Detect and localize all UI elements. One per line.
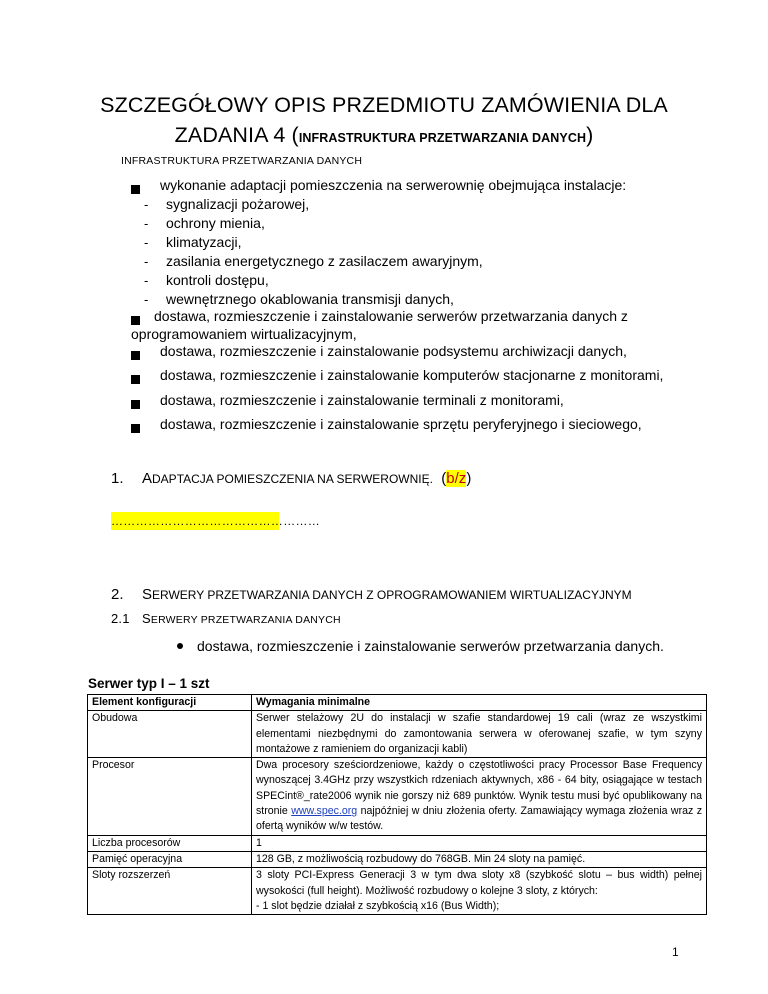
sub-list-item: kontroli dostępu, [166, 272, 269, 288]
list-item: dostawa, rozmieszczenie i zainstalowanie terminali z monitorami, [160, 392, 564, 408]
subheading: INFRASTRUKTURA PRZETWARZANIA DANYCH [121, 155, 363, 167]
table-row [88, 851, 707, 867]
section-number: 1. [111, 470, 124, 487]
placeholder-dots: …………………………………………… [111, 514, 321, 528]
row-value: 3 sloty PCI-Express Generacji 3 w tym dwa sloty x8 (szybkość slotu – bus width) pełnej wysokości (full height). Możliwość rozbudowy o kolejne 3 sloty, z których: - 1 slot będzie działał z szybkością x16 (Bus Width); [252, 868, 707, 915]
row-value: 128 GB, z możliwością rozbudowy do 768GB. Min 24 sloty na pamięć. [252, 851, 707, 867]
title-line-2: ZADANIA 4 (INFRASTRUKTURA PRZETWARZANIA DANYCH) [174, 123, 594, 147]
row-value: Serwer stelażowy 2U do instalacji w szafie standardowej 19 cali (wraz ze wszystkimi elementami niezbędnymi do zamontowania serwera w oferowanej szafie, w tym szyny montażowe z ramieniem do organizacji kabli) [252, 711, 707, 758]
square-bullet-icon [131, 400, 140, 409]
sub-list-item: wewnętrznego okablowania transmisji danych, [166, 291, 454, 307]
sub-list-item: sygnalizacji pożarowej, [166, 196, 310, 212]
title-line-1: SZCZEGÓŁOWY OPIS PRZEDMIOTU ZAMÓWIENIA DLA [100, 93, 668, 117]
square-bullet-icon [131, 316, 140, 325]
subsection-number: 2.1 [111, 611, 130, 626]
list-item: dostawa, rozmieszczenie i zainstalowanie serwerów przetwarzania danych z [154, 308, 628, 324]
list-item: wykonanie adaptacji pomieszczenia na serwerownię obejmująca instalacje: [160, 177, 627, 193]
dash-bullet: - [144, 292, 149, 307]
row-label: Procesor [88, 758, 252, 835]
dash-bullet: - [144, 197, 149, 212]
table-caption: Serwer typ I – 1 szt [88, 676, 210, 691]
sub-list-item: ochrony mienia, [166, 215, 265, 231]
table-row [88, 711, 707, 758]
dash-bullet: - [144, 235, 149, 250]
list-item: dostawa, rozmieszczenie i zainstalowanie komputerów stacjonarne z monitorami, [160, 367, 664, 383]
square-bullet-icon [131, 351, 140, 360]
row-value: 1 [252, 835, 707, 851]
list-item: dostawa, rozmieszczenie i zainstalowanie sprzętu peryferyjnego i sieciowego, [160, 416, 642, 432]
column-header: Wymagania minimalne [252, 695, 707, 711]
square-bullet-icon [131, 375, 140, 384]
document-title [100, 90, 668, 153]
dash-bullet: - [144, 254, 149, 269]
round-bullet-icon [177, 643, 183, 649]
list-item-continuation: oprogramowaniem wirtualizacyjnym, [131, 326, 357, 342]
list-item: dostawa, rozmieszczenie i zainstalowanie podsystemu archiwizacji danych, [160, 343, 627, 359]
row-label: Sloty rozszerzeń [88, 868, 252, 915]
bz-highlight: b/z [446, 470, 467, 487]
row-value: Dwa procesory sześciordzeniowe, każdy o częstotliwości pracy Processor Base Frequency wynoszącej 3.4GHz przy wszystkich rdzeniach aktywnych, x86 - 64 bity, osiągające w testach SPECint®_rate2006 wynik nie gorszy niż 689 punktów. Wynik testu musi być opublikowany na stronie www.spec.org najpóźniej w dniu złożenia oferty. Zamawiający wymaga złożenia wraz z ofertą wyników w/w testów. [252, 758, 707, 835]
page-number: 1 [672, 945, 679, 959]
square-bullet-icon [131, 185, 140, 194]
section-number: 2. [111, 586, 124, 603]
table-row [88, 868, 707, 915]
square-bullet-icon [131, 424, 140, 433]
row-label: Liczba procesorów [88, 835, 252, 851]
row-label: Pamięć operacyjna [88, 851, 252, 867]
table-header-row [88, 695, 707, 711]
section-heading: SERWERY PRZETWARZANIA DANYCH Z OPROGRAMOWANIEM WIRTUALIZACYJNYM [142, 586, 632, 603]
section-heading: ADAPTACJA POMIESZCZENIA NA SERWEROWNIĘ. (b/z) [142, 470, 472, 487]
spec-table [87, 694, 707, 915]
sub-list-item: klimatyzacji, [166, 234, 242, 250]
spec-link[interactable]: www.spec.org [291, 805, 358, 818]
dash-bullet: - [144, 273, 149, 288]
table-row [88, 835, 707, 851]
bullet-item: dostawa, rozmieszczenie i zainstalowanie serwerów przetwarzania danych. [197, 638, 664, 654]
column-header: Element konfiguracji [88, 695, 252, 711]
sub-list-item: zasilania energetycznego z zasilaczem awaryjnym, [166, 253, 483, 269]
row-label: Obudowa [88, 711, 252, 758]
table-row [88, 758, 707, 835]
subsection-heading: SERWERY PRZETWARZANIA DANYCH [142, 611, 341, 626]
dash-bullet: - [144, 216, 149, 231]
